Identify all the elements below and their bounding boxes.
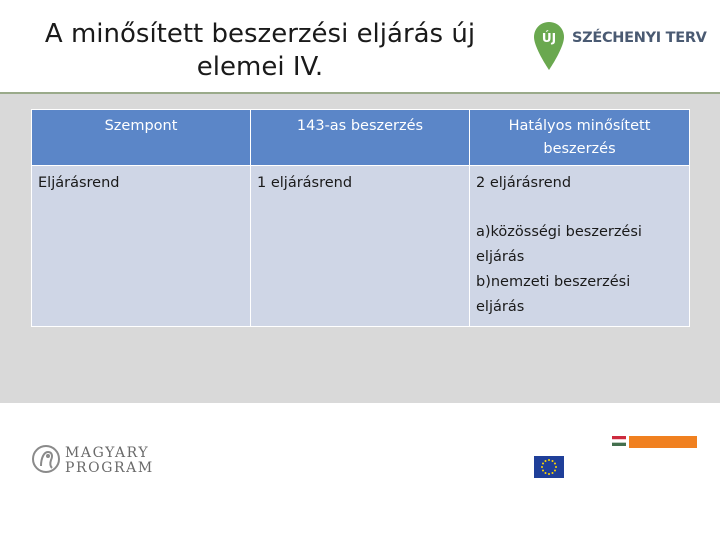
cell-aspect: Eljárásrend [32,166,251,327]
slide-title [20,18,500,84]
szechenyi-terv-logo [532,20,707,76]
comparison-table [31,109,690,327]
table-header-row [32,110,690,166]
title-line-1: A minősített beszerzési eljárás új [44,19,476,49]
cell-current-line-2: a)közösségi beszerzési eljárás [476,224,642,265]
magyary-line-1: MAGYARY [65,445,150,461]
magyary-text [65,446,154,476]
magyary-program-logo [31,442,161,482]
cell-current-line-1: 2 eljárásrend [476,175,572,191]
title-line-2: elemei IV. [196,52,324,82]
header-hatalyos: Hatályos minősített beszerzés [470,110,690,166]
szechenyi-logo-text: SZÉCHENYI TERV [572,30,707,46]
header-143-beszerzes: 143-as beszerzés [251,110,470,166]
location-pin-icon [532,20,566,72]
magyary-emblem-icon [31,442,61,476]
hungarian-flag-icon [612,436,626,446]
header-szempont: Szempont [32,110,251,166]
orange-badge [629,436,697,448]
eu-funding-block [532,432,702,482]
pin-text: ÚJ [541,31,557,45]
table-row [32,166,690,327]
cell-current [470,166,690,327]
cell-143: 1 eljárásrend [251,166,470,327]
magyary-line-2: PROGRAM [65,460,154,476]
cell-current-line-3: b)nemzeti beszerzési eljárás [476,274,631,315]
eu-flag-icon [534,456,564,478]
